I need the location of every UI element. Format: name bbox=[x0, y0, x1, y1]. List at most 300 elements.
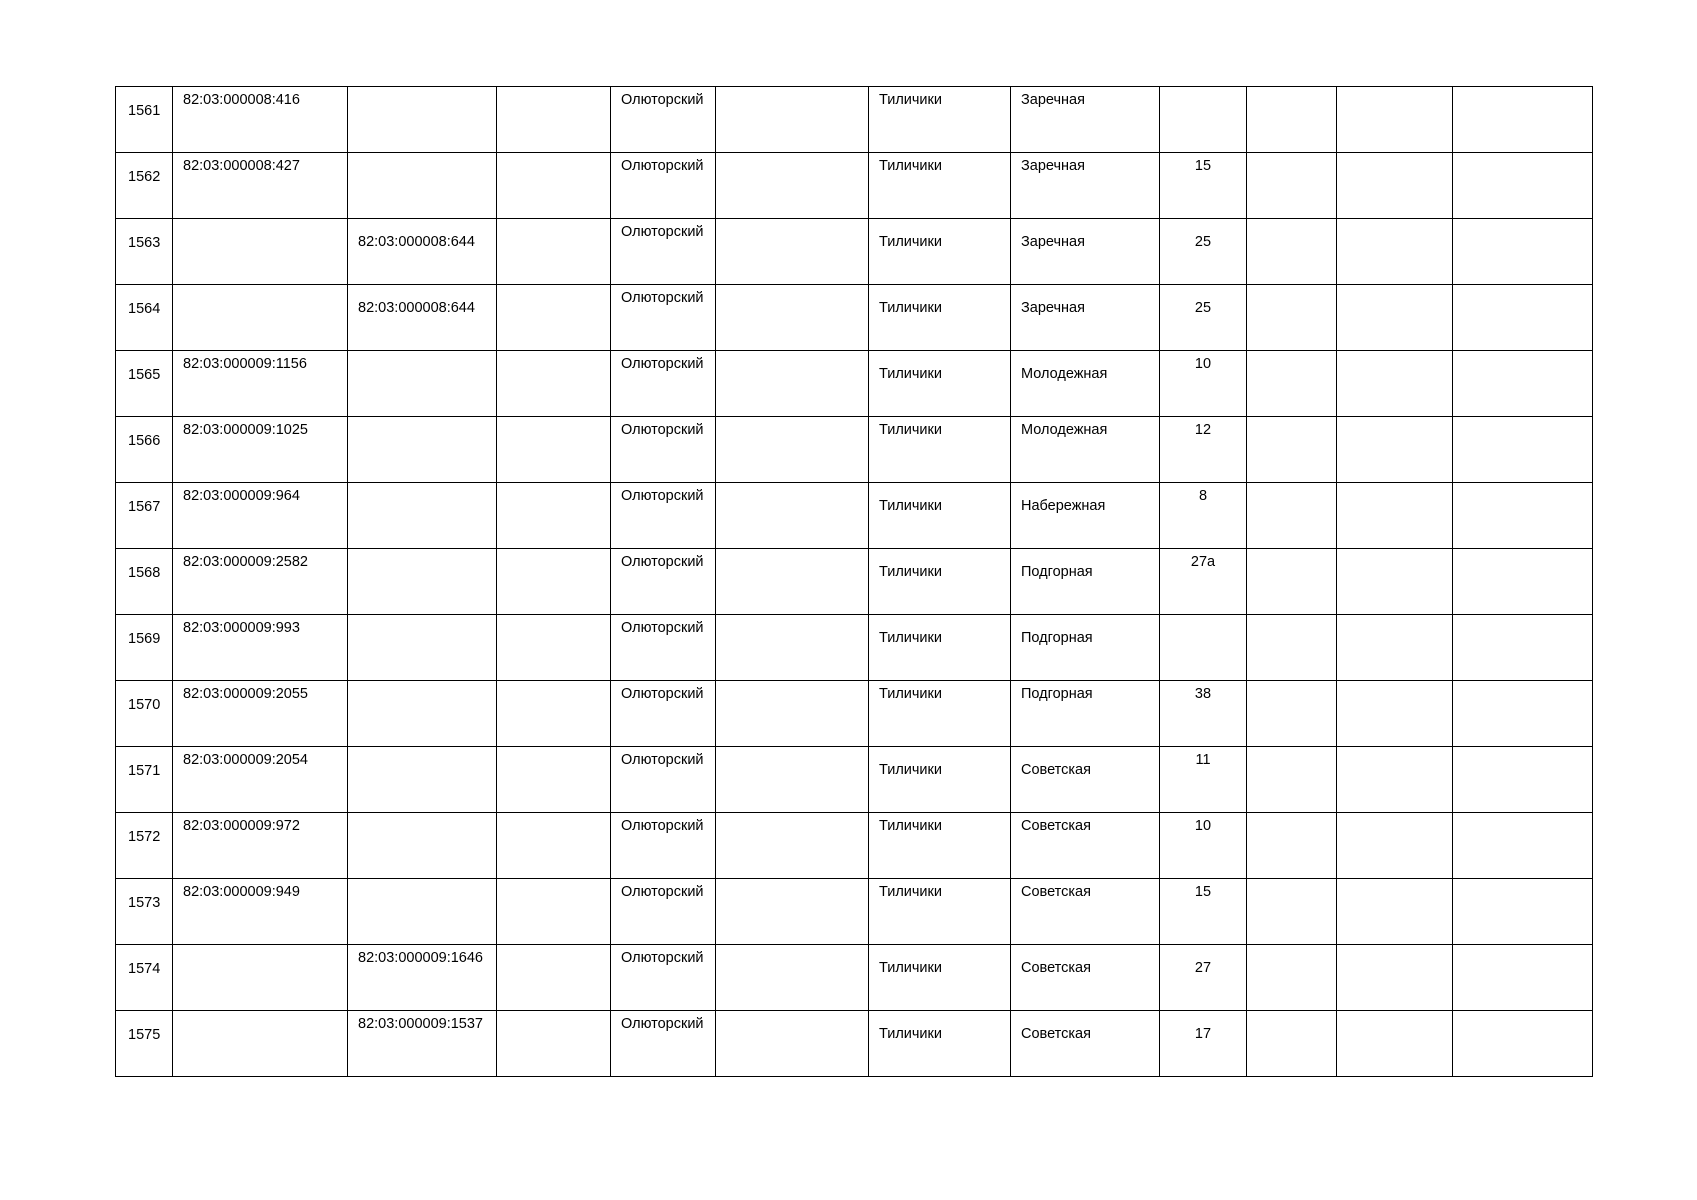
empty-cell-text bbox=[1247, 1011, 1336, 1013]
table-row bbox=[116, 1011, 1593, 1077]
row-number-cell bbox=[116, 417, 173, 483]
row-number-cell-text: 1564 bbox=[128, 301, 161, 317]
empty-cell-text bbox=[497, 483, 610, 485]
empty-cell-text bbox=[1247, 285, 1336, 287]
empty-cell-text bbox=[716, 1011, 868, 1013]
district-cell-text: Олюторский bbox=[621, 488, 704, 504]
empty-cell-text bbox=[716, 351, 868, 353]
empty-cell bbox=[716, 351, 869, 417]
street-cell-text: Подгорная bbox=[1021, 686, 1093, 702]
locality-cell-text: Тиличики bbox=[879, 818, 942, 834]
empty-cell-text bbox=[1453, 483, 1592, 485]
building-cadastral-cell-text: 82:03:000009:1646 bbox=[358, 950, 483, 966]
house-number-cell bbox=[1160, 483, 1247, 549]
table-row bbox=[116, 285, 1593, 351]
district-cell-text: Олюторский bbox=[621, 356, 704, 372]
empty-cell bbox=[1247, 813, 1337, 879]
house-number-cell-text: 17 bbox=[1194, 1026, 1212, 1042]
building-cadastral-cell-text: 82:03:000008:644 bbox=[358, 300, 475, 316]
district-cell bbox=[611, 351, 716, 417]
cadastral-number-cell bbox=[173, 945, 348, 1011]
empty-cell bbox=[1337, 417, 1453, 483]
locality-cell-text: Тиличики bbox=[879, 498, 942, 514]
house-number-cell-text bbox=[1160, 87, 1246, 99]
street-cell bbox=[1011, 549, 1160, 615]
cadastral-number-cell-text: 82:03:000009:964 bbox=[183, 488, 300, 504]
empty-cell-text bbox=[1453, 1011, 1592, 1013]
empty-cell-text bbox=[1247, 615, 1336, 617]
empty-cell-text bbox=[1453, 681, 1592, 683]
row-number-cell-text: 1569 bbox=[128, 631, 161, 647]
street-cell bbox=[1011, 483, 1160, 549]
empty-cell-text bbox=[1247, 945, 1336, 947]
empty-cell bbox=[1453, 1011, 1593, 1077]
locality-cell bbox=[869, 813, 1011, 879]
cadastral-number-cell bbox=[173, 813, 348, 879]
empty-cell-text bbox=[1453, 285, 1592, 287]
street-cell-text: Заречная bbox=[1021, 300, 1085, 316]
locality-cell bbox=[869, 615, 1011, 681]
table-row bbox=[116, 417, 1593, 483]
empty-cell-text bbox=[1453, 615, 1592, 617]
empty-cell bbox=[1247, 285, 1337, 351]
building-cadastral-cell bbox=[348, 747, 497, 813]
cadastral-number-cell-text: 82:03:000009:2582 bbox=[183, 554, 308, 570]
table-row bbox=[116, 747, 1593, 813]
empty-cell-text bbox=[716, 681, 868, 683]
row-number-cell-text: 1566 bbox=[128, 433, 161, 449]
table-row bbox=[116, 945, 1593, 1011]
empty-cell bbox=[1247, 615, 1337, 681]
empty-cell-text bbox=[1337, 1011, 1452, 1013]
empty-cell-text bbox=[497, 681, 610, 683]
empty-cell bbox=[1453, 879, 1593, 945]
table-row bbox=[116, 153, 1593, 219]
street-cell bbox=[1011, 879, 1160, 945]
empty-cell-text bbox=[1337, 813, 1452, 815]
table-row bbox=[116, 87, 1593, 153]
empty-cell-text bbox=[497, 945, 610, 947]
district-cell bbox=[611, 549, 716, 615]
house-number-cell-text: 15 bbox=[1194, 884, 1212, 900]
district-cell bbox=[611, 681, 716, 747]
empty-cell-text bbox=[716, 483, 868, 485]
empty-cell-text bbox=[497, 549, 610, 551]
house-number-cell-text: 27 bbox=[1194, 960, 1212, 976]
street-cell-text: Заречная bbox=[1021, 234, 1085, 250]
row-number-cell-text: 1570 bbox=[128, 697, 161, 713]
empty-cell bbox=[1453, 747, 1593, 813]
house-number-cell bbox=[1160, 87, 1247, 153]
empty-cell bbox=[1453, 615, 1593, 681]
street-cell-text: Советская bbox=[1021, 884, 1091, 900]
locality-cell bbox=[869, 153, 1011, 219]
locality-cell-text: Тиличики bbox=[879, 158, 942, 174]
empty-cell-text bbox=[716, 747, 868, 749]
row-number-cell bbox=[116, 681, 173, 747]
street-cell-text: Советская bbox=[1021, 818, 1091, 834]
building-cadastral-cell bbox=[348, 417, 497, 483]
empty-cell-text bbox=[497, 879, 610, 881]
locality-cell bbox=[869, 219, 1011, 285]
building-cadastral-cell bbox=[348, 813, 497, 879]
row-number-cell bbox=[116, 153, 173, 219]
empty-cell bbox=[1337, 351, 1453, 417]
table-row bbox=[116, 219, 1593, 285]
empty-cell bbox=[497, 549, 611, 615]
district-cell bbox=[611, 417, 716, 483]
building-cadastral-cell bbox=[348, 549, 497, 615]
locality-cell bbox=[869, 945, 1011, 1011]
building-cadastral-cell bbox=[348, 87, 497, 153]
locality-cell-text: Тиличики bbox=[879, 630, 942, 646]
building-cadastral-cell-text: 82:03:000009:1537 bbox=[358, 1016, 483, 1032]
locality-cell bbox=[869, 879, 1011, 945]
empty-cell bbox=[1337, 681, 1453, 747]
cadastral-number-cell-text: 82:03:000008:416 bbox=[183, 92, 300, 108]
row-number-cell bbox=[116, 549, 173, 615]
building-cadastral-cell-text bbox=[348, 153, 496, 155]
table-row bbox=[116, 681, 1593, 747]
house-number-cell-text: 27а bbox=[1190, 554, 1216, 570]
district-cell bbox=[611, 285, 716, 351]
row-number-cell bbox=[116, 483, 173, 549]
empty-cell bbox=[497, 813, 611, 879]
empty-cell bbox=[1337, 747, 1453, 813]
row-number-cell bbox=[116, 813, 173, 879]
cadastral-number-cell-text: 82:03:000009:993 bbox=[183, 620, 300, 636]
street-cell-text: Подгорная bbox=[1021, 630, 1093, 646]
building-cadastral-cell-text: 82:03:000008:644 bbox=[358, 234, 475, 250]
empty-cell bbox=[497, 615, 611, 681]
empty-cell-text bbox=[1247, 747, 1336, 749]
street-cell-text: Молодежная bbox=[1021, 422, 1108, 438]
building-cadastral-cell bbox=[348, 153, 497, 219]
district-cell-text: Олюторский bbox=[621, 884, 704, 900]
empty-cell-text bbox=[1337, 285, 1452, 287]
street-cell bbox=[1011, 351, 1160, 417]
table-row bbox=[116, 879, 1593, 945]
empty-cell bbox=[1453, 285, 1593, 351]
empty-cell bbox=[1337, 483, 1453, 549]
empty-cell-text bbox=[1247, 483, 1336, 485]
house-number-cell bbox=[1160, 945, 1247, 1011]
street-cell bbox=[1011, 87, 1160, 153]
empty-cell bbox=[716, 417, 869, 483]
street-cell-text: Советская bbox=[1021, 960, 1091, 976]
empty-cell bbox=[716, 153, 869, 219]
house-number-cell bbox=[1160, 615, 1247, 681]
empty-cell bbox=[497, 417, 611, 483]
building-cadastral-cell-text bbox=[348, 87, 496, 89]
district-cell bbox=[611, 813, 716, 879]
street-cell-text: Заречная bbox=[1021, 158, 1085, 174]
locality-cell-text: Тиличики bbox=[879, 92, 942, 108]
district-cell-text: Олюторский bbox=[621, 950, 704, 966]
house-number-cell-text: 12 bbox=[1194, 422, 1212, 438]
cadastral-number-cell-text bbox=[173, 945, 347, 947]
building-cadastral-cell bbox=[348, 483, 497, 549]
empty-cell bbox=[716, 285, 869, 351]
empty-cell-text bbox=[497, 351, 610, 353]
cadastral-number-cell-text bbox=[173, 1011, 347, 1013]
empty-cell bbox=[1453, 945, 1593, 1011]
empty-cell bbox=[1337, 615, 1453, 681]
building-cadastral-cell-text bbox=[348, 681, 496, 683]
house-number-cell-text: 10 bbox=[1194, 818, 1212, 834]
empty-cell bbox=[497, 351, 611, 417]
building-cadastral-cell-text bbox=[348, 417, 496, 419]
house-number-cell bbox=[1160, 879, 1247, 945]
district-cell bbox=[611, 219, 716, 285]
district-cell bbox=[611, 747, 716, 813]
locality-cell-text: Тиличики bbox=[879, 422, 942, 438]
cadastral-number-cell bbox=[173, 483, 348, 549]
district-cell bbox=[611, 87, 716, 153]
empty-cell-text bbox=[1453, 153, 1592, 155]
house-number-cell-text: 38 bbox=[1194, 686, 1212, 702]
empty-cell-text bbox=[716, 945, 868, 947]
locality-cell-text: Тиличики bbox=[879, 300, 942, 316]
row-number-cell-text: 1574 bbox=[128, 961, 161, 977]
empty-cell bbox=[716, 681, 869, 747]
empty-cell bbox=[1337, 285, 1453, 351]
empty-cell bbox=[716, 1011, 869, 1077]
empty-cell bbox=[497, 945, 611, 1011]
cadastral-number-cell-text: 82:03:000009:2054 bbox=[183, 752, 308, 768]
house-number-cell bbox=[1160, 747, 1247, 813]
empty-cell bbox=[1453, 813, 1593, 879]
empty-cell bbox=[1247, 417, 1337, 483]
empty-cell-text bbox=[497, 813, 610, 815]
empty-cell bbox=[1337, 153, 1453, 219]
empty-cell-text bbox=[1453, 417, 1592, 419]
empty-cell bbox=[1247, 219, 1337, 285]
cadastral-number-cell bbox=[173, 615, 348, 681]
locality-cell-text: Тиличики bbox=[879, 960, 942, 976]
district-cell-text: Олюторский bbox=[621, 224, 704, 240]
empty-cell-text bbox=[1337, 681, 1452, 683]
empty-cell bbox=[716, 813, 869, 879]
empty-cell-text bbox=[1337, 945, 1452, 947]
locality-cell-text: Тиличики bbox=[879, 234, 942, 250]
empty-cell bbox=[1247, 153, 1337, 219]
street-cell bbox=[1011, 1011, 1160, 1077]
table-row bbox=[116, 813, 1593, 879]
empty-cell-text bbox=[1247, 153, 1336, 155]
empty-cell-text bbox=[1337, 219, 1452, 221]
empty-cell-text bbox=[1337, 549, 1452, 551]
empty-cell bbox=[716, 747, 869, 813]
row-number-cell-text: 1573 bbox=[128, 895, 161, 911]
registry-table bbox=[115, 86, 1593, 1077]
house-number-cell-text: 15 bbox=[1194, 158, 1212, 174]
building-cadastral-cell-text bbox=[348, 813, 496, 815]
street-cell bbox=[1011, 153, 1160, 219]
row-number-cell bbox=[116, 1011, 173, 1077]
empty-cell bbox=[1453, 483, 1593, 549]
street-cell-text: Советская bbox=[1021, 762, 1091, 778]
street-cell bbox=[1011, 219, 1160, 285]
empty-cell-text bbox=[1247, 549, 1336, 551]
district-cell-text: Олюторский bbox=[621, 554, 704, 570]
row-number-cell-text: 1563 bbox=[128, 235, 161, 251]
row-number-cell-text: 1565 bbox=[128, 367, 161, 383]
street-cell bbox=[1011, 945, 1160, 1011]
street-cell bbox=[1011, 681, 1160, 747]
table-row bbox=[116, 351, 1593, 417]
house-number-cell bbox=[1160, 813, 1247, 879]
cadastral-number-cell-text bbox=[173, 285, 347, 287]
empty-cell bbox=[1337, 219, 1453, 285]
row-number-cell-text: 1572 bbox=[128, 829, 161, 845]
row-number-cell bbox=[116, 747, 173, 813]
house-number-cell-text: 25 bbox=[1194, 234, 1212, 250]
empty-cell bbox=[716, 219, 869, 285]
empty-cell-text bbox=[1453, 549, 1592, 551]
empty-cell-text bbox=[1337, 153, 1452, 155]
empty-cell-text bbox=[716, 153, 868, 155]
building-cadastral-cell-text bbox=[348, 615, 496, 617]
empty-cell-text bbox=[1247, 879, 1336, 881]
building-cadastral-cell-text bbox=[348, 879, 496, 881]
locality-cell bbox=[869, 417, 1011, 483]
cadastral-number-cell-text: 82:03:000009:949 bbox=[183, 884, 300, 900]
district-cell bbox=[611, 483, 716, 549]
empty-cell bbox=[1337, 879, 1453, 945]
street-cell-text: Набережная bbox=[1021, 498, 1106, 514]
cadastral-number-cell-text: 82:03:000009:972 bbox=[183, 818, 300, 834]
locality-cell bbox=[869, 87, 1011, 153]
empty-cell bbox=[1337, 813, 1453, 879]
empty-cell-text bbox=[1337, 483, 1452, 485]
house-number-cell bbox=[1160, 351, 1247, 417]
empty-cell-text bbox=[1247, 87, 1336, 89]
cadastral-number-cell-text bbox=[173, 219, 347, 221]
empty-cell-text bbox=[716, 285, 868, 287]
empty-cell bbox=[1337, 87, 1453, 153]
house-number-cell bbox=[1160, 1011, 1247, 1077]
district-cell-text: Олюторский bbox=[621, 92, 704, 108]
district-cell-text: Олюторский bbox=[621, 290, 704, 306]
empty-cell bbox=[497, 285, 611, 351]
district-cell-text: Олюторский bbox=[621, 686, 704, 702]
row-number-cell bbox=[116, 879, 173, 945]
empty-cell bbox=[1247, 483, 1337, 549]
row-number-cell bbox=[116, 351, 173, 417]
district-cell-text: Олюторский bbox=[621, 1016, 704, 1032]
building-cadastral-cell bbox=[348, 681, 497, 747]
empty-cell-text bbox=[716, 417, 868, 419]
empty-cell bbox=[1247, 879, 1337, 945]
cadastral-number-cell bbox=[173, 681, 348, 747]
building-cadastral-cell bbox=[348, 285, 497, 351]
locality-cell bbox=[869, 483, 1011, 549]
empty-cell bbox=[1453, 87, 1593, 153]
house-number-cell bbox=[1160, 153, 1247, 219]
row-number-cell-text: 1561 bbox=[128, 103, 161, 119]
empty-cell bbox=[1453, 549, 1593, 615]
empty-cell bbox=[497, 153, 611, 219]
empty-cell-text bbox=[716, 879, 868, 881]
locality-cell-text: Тиличики bbox=[879, 884, 942, 900]
house-number-cell-text: 25 bbox=[1194, 300, 1212, 316]
street-cell bbox=[1011, 813, 1160, 879]
cadastral-number-cell bbox=[173, 549, 348, 615]
empty-cell-text bbox=[497, 219, 610, 221]
empty-cell-text bbox=[1453, 879, 1592, 881]
empty-cell-text bbox=[1247, 813, 1336, 815]
building-cadastral-cell-text bbox=[348, 483, 496, 485]
building-cadastral-cell-text bbox=[348, 747, 496, 749]
empty-cell-text bbox=[1247, 351, 1336, 353]
district-cell bbox=[611, 945, 716, 1011]
row-number-cell-text: 1575 bbox=[128, 1027, 161, 1043]
cadastral-number-cell bbox=[173, 219, 348, 285]
locality-cell bbox=[869, 681, 1011, 747]
district-cell bbox=[611, 153, 716, 219]
table-row bbox=[116, 615, 1593, 681]
empty-cell bbox=[1247, 87, 1337, 153]
empty-cell bbox=[1453, 681, 1593, 747]
empty-cell bbox=[1337, 945, 1453, 1011]
empty-cell-text bbox=[1337, 747, 1452, 749]
district-cell bbox=[611, 1011, 716, 1077]
empty-cell bbox=[1247, 1011, 1337, 1077]
house-number-cell-text: 11 bbox=[1195, 752, 1211, 768]
empty-cell-text bbox=[497, 285, 610, 287]
empty-cell bbox=[1337, 1011, 1453, 1077]
empty-cell bbox=[497, 483, 611, 549]
building-cadastral-cell bbox=[348, 351, 497, 417]
district-cell-text: Олюторский bbox=[621, 158, 704, 174]
row-number-cell-text: 1567 bbox=[128, 499, 161, 515]
empty-cell bbox=[1337, 549, 1453, 615]
empty-cell-text bbox=[1337, 615, 1452, 617]
row-number-cell bbox=[116, 945, 173, 1011]
empty-cell bbox=[497, 87, 611, 153]
table-row bbox=[116, 483, 1593, 549]
empty-cell bbox=[497, 1011, 611, 1077]
empty-cell-text bbox=[716, 615, 868, 617]
row-number-cell bbox=[116, 219, 173, 285]
house-number-cell bbox=[1160, 549, 1247, 615]
empty-cell bbox=[497, 747, 611, 813]
district-cell-text: Олюторский bbox=[621, 818, 704, 834]
empty-cell-text bbox=[716, 219, 868, 221]
street-cell-text: Молодежная bbox=[1021, 366, 1108, 382]
empty-cell bbox=[1247, 681, 1337, 747]
building-cadastral-cell-text bbox=[348, 351, 496, 353]
empty-cell bbox=[1247, 351, 1337, 417]
empty-cell bbox=[497, 219, 611, 285]
empty-cell-text bbox=[497, 747, 610, 749]
row-number-cell bbox=[116, 285, 173, 351]
empty-cell-text bbox=[1247, 681, 1336, 683]
house-number-cell bbox=[1160, 219, 1247, 285]
house-number-cell bbox=[1160, 681, 1247, 747]
cadastral-number-cell bbox=[173, 351, 348, 417]
empty-cell bbox=[1453, 153, 1593, 219]
empty-cell-text bbox=[1337, 879, 1452, 881]
house-number-cell-text: 8 bbox=[1198, 488, 1208, 504]
empty-cell-text bbox=[1337, 351, 1452, 353]
empty-cell-text bbox=[497, 1011, 610, 1013]
cadastral-number-cell bbox=[173, 87, 348, 153]
cadastral-number-cell-text: 82:03:000009:1025 bbox=[183, 422, 308, 438]
empty-cell bbox=[1453, 351, 1593, 417]
district-cell bbox=[611, 879, 716, 945]
